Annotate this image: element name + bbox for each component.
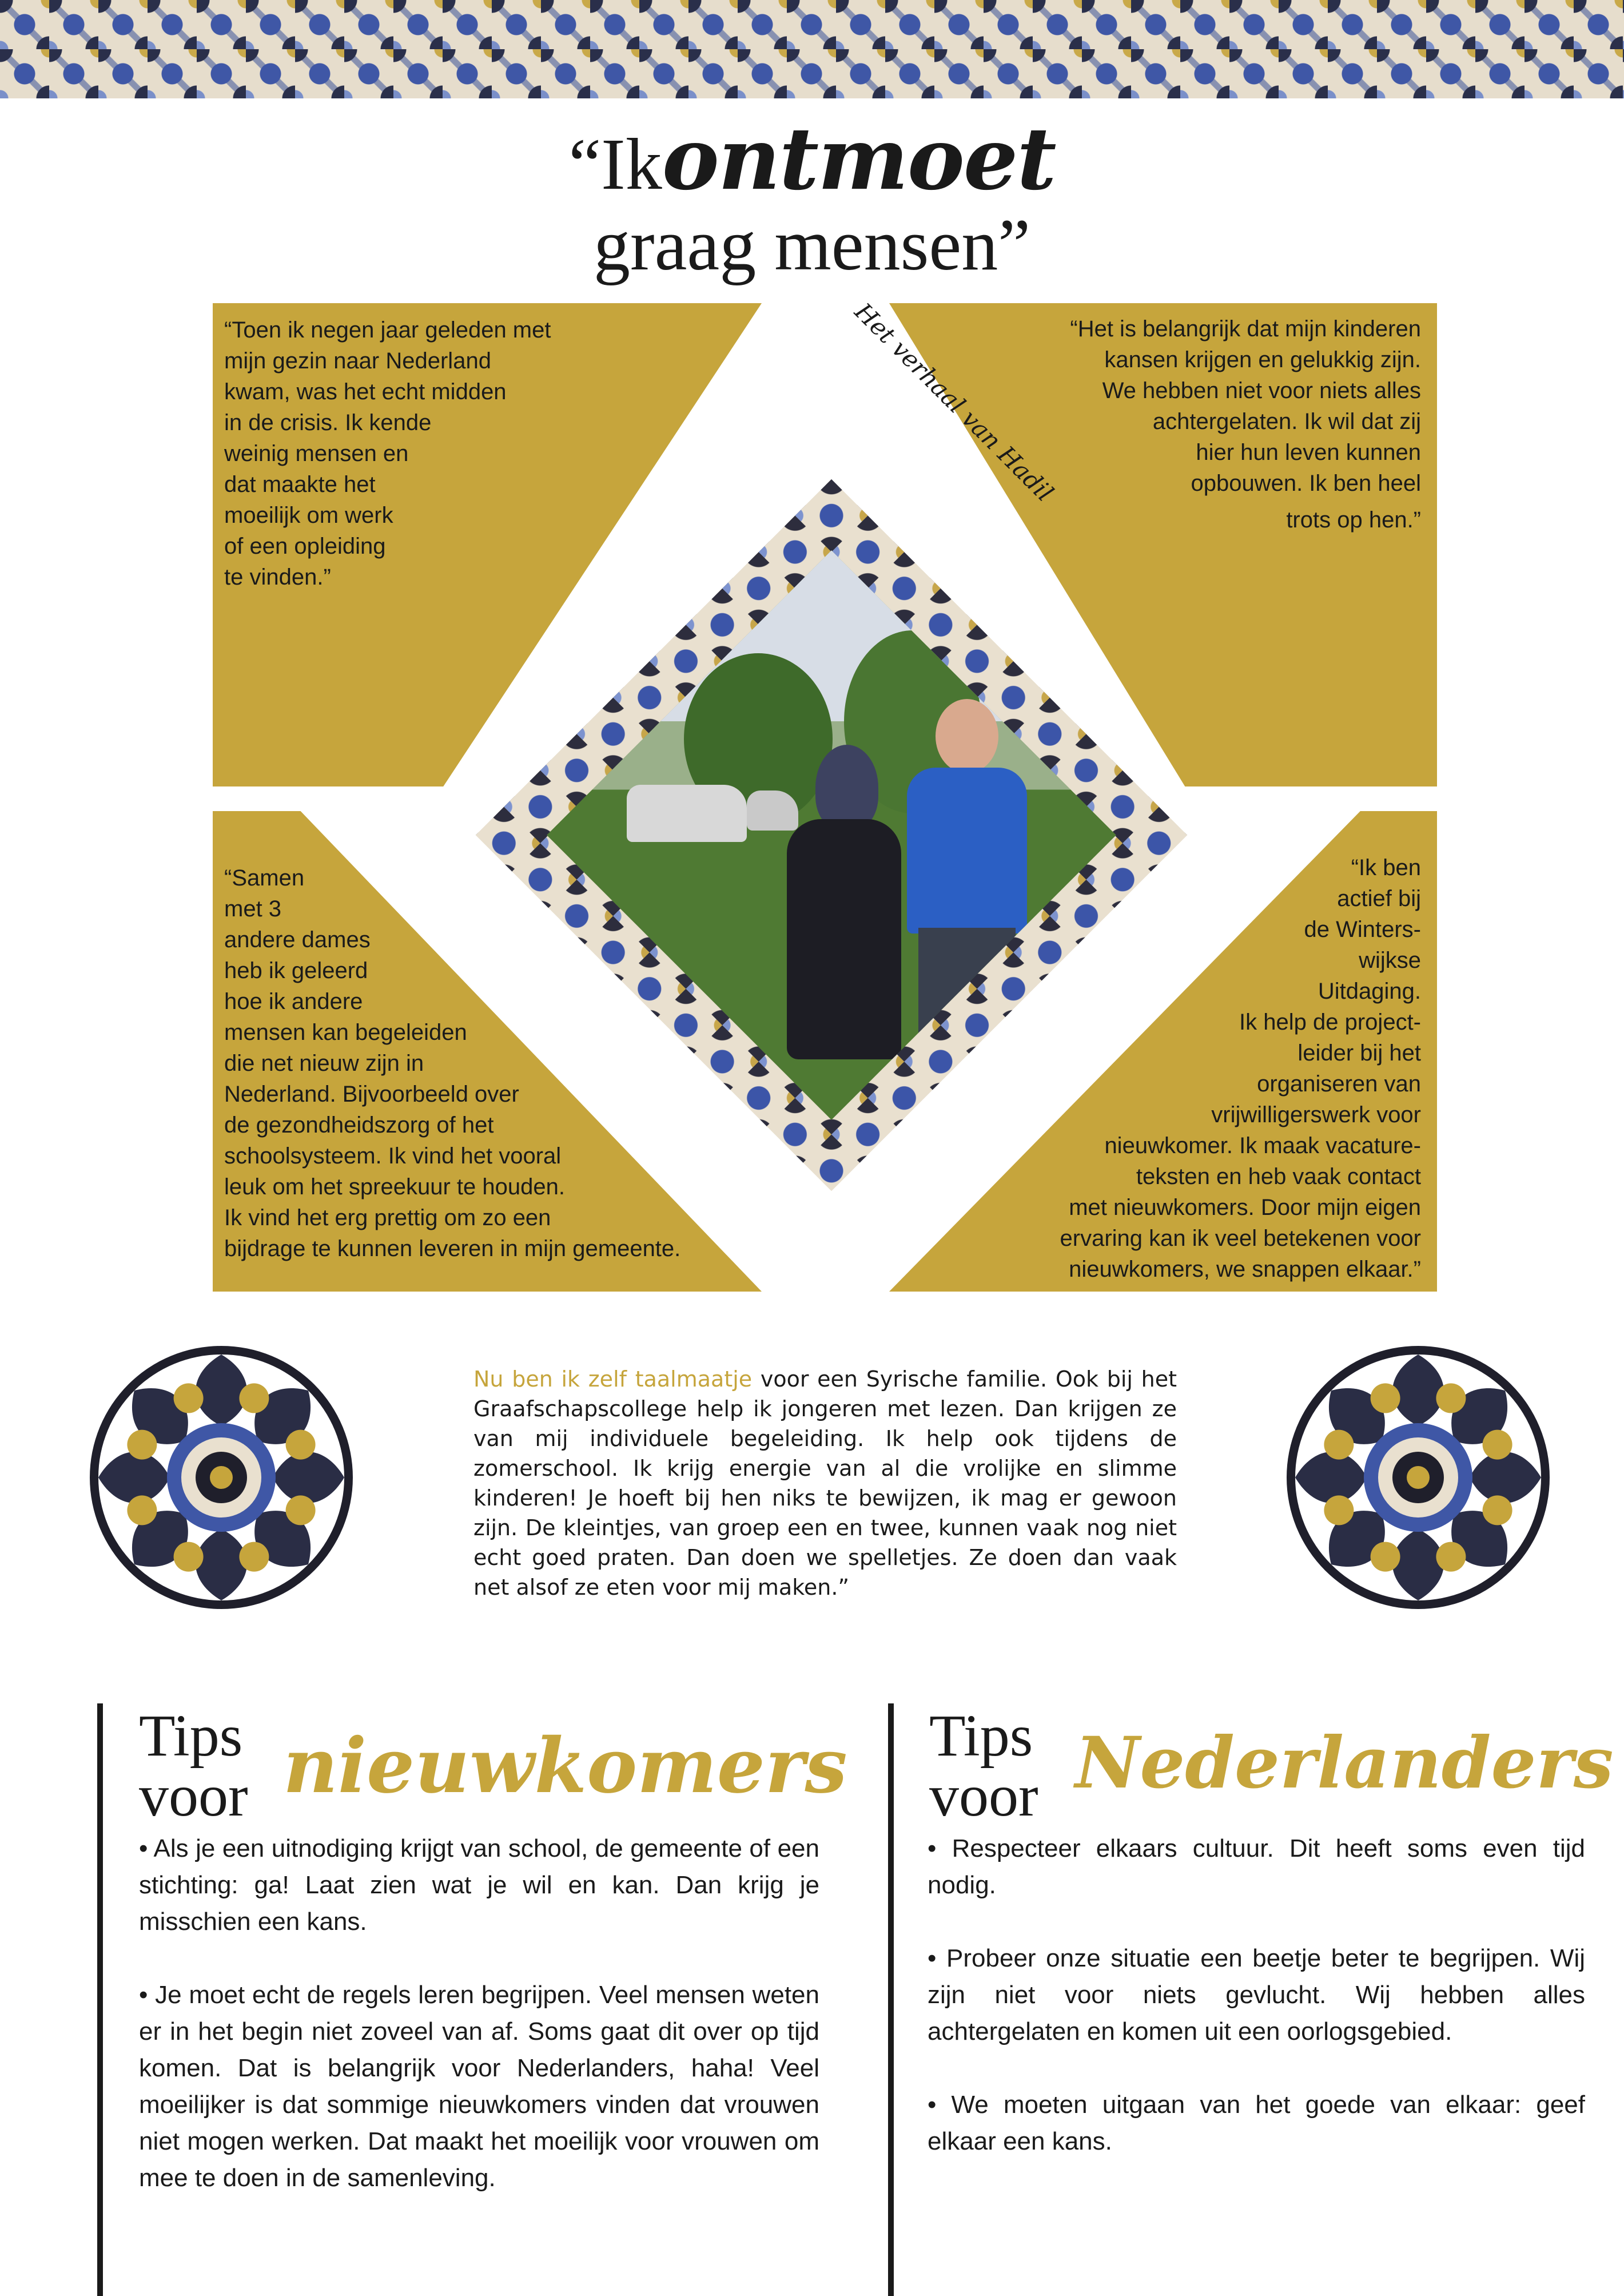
quote-line: actief bij — [1337, 886, 1421, 911]
quote-line: leuk om het spreekuur te houden. — [224, 1174, 565, 1199]
quote-line: in de crisis. Ik kende — [224, 410, 432, 435]
tips-left-word-voor: voor — [139, 1763, 248, 1829]
tip-item: • Als je een uitnodiging krijgt van school, de gemeente of een stichting: ga! Laat zien wat je wil en kan. Dan krijg je misschien een kans. — [139, 1834, 819, 1936]
quote-line: hoe ik andere — [224, 989, 363, 1014]
tips-left-rule — [97, 1703, 103, 2296]
title-word-ik: Ik — [601, 124, 662, 205]
quote-line: trots op hen.” — [1286, 507, 1421, 533]
tips-left-list — [139, 1830, 819, 2233]
page-title-line1 — [0, 109, 1624, 212]
quote-line: “Toen ik negen jaar geleden met — [224, 317, 551, 343]
story-paragraph — [473, 1364, 1177, 1602]
quote-line: met nieuwkomers. Door mijn eigen — [1069, 1195, 1421, 1220]
tips-left-heading-script: nieuwkomers — [283, 1722, 847, 1810]
quote-line: We hebben niet voor niets alles — [1102, 378, 1421, 403]
tips-right-word-voor: voor — [929, 1763, 1038, 1829]
quote-top-left — [224, 315, 579, 593]
tip-item: • Je moet echt de regels leren begrijpen. Veel mensen weten er in het begin niet zoveel van af. Soms gaat dit over op tijd komen. Dat is belangrijk voor Nederlanders, haha! Veel moeilijker is dat sommige nieuwkomers vinden dat vrouwen niet mogen werken. Dat maakt het moeilijk voor vrouwen om mee te doen in de samenleving. — [139, 1981, 819, 2192]
quote-line: andere dames — [224, 927, 371, 952]
mandala-ornament-left-icon — [87, 1326, 356, 1629]
car-shape — [747, 791, 798, 831]
quote-line: heb ik geleerd — [224, 958, 368, 983]
quote-line: moeilijk om werk — [224, 503, 393, 528]
quote-line: “Ik ben — [1351, 855, 1421, 880]
mandala-ornament-right-icon — [1284, 1326, 1553, 1629]
paragraph-body: voor een Syrische familie. Ook bij het Graafschapscollege help ik jongeren met lezen. Dan krijgen ze van mij individuele begeleiding. Ik help ook tijdens de zomerschool. Ik krijg energie van al die vrolijke en slimme kinderen! Je hoeft bij hen niks te bewijzen, ik mag er gewoon zijn. De kleintjes, van groep een en twee, kunnen vaak nog niet echt goed praten. Dan doen we spelletjes. Ze doen dan vaak net alsof ze eten voor mij maken.” — [473, 1367, 1177, 1600]
quote-line: achtergelaten. Ik wil dat zij — [1152, 409, 1421, 434]
quote-line: nieuwkomers, we snappen elkaar.” — [1069, 1257, 1421, 1282]
woman-hijab-shape — [815, 745, 878, 831]
tips-right-list — [928, 1830, 1585, 2196]
quote-line: mensen kan begeleiden — [224, 1020, 467, 1045]
quote-line: nieuwkomer. Ik maak vacature- — [1104, 1133, 1421, 1158]
quote-line: of een opleiding — [224, 534, 386, 559]
quote-line: Ik help de project- — [1239, 1010, 1421, 1035]
quote-line: hier hun leven kunnen — [1196, 440, 1421, 465]
quote-line: met 3 — [224, 896, 282, 921]
quote-line: Uitdaging. — [1317, 979, 1421, 1004]
quote-line: teksten en heb vaak contact — [1136, 1164, 1421, 1189]
tips-left-word-tips: Tips — [139, 1703, 243, 1769]
quote-line: kansen krijgen en gelukkig zijn. — [1104, 347, 1421, 372]
quote-line: schoolsysteem. Ik vind het vooral — [224, 1143, 562, 1169]
quote-line: “Samen — [224, 865, 305, 891]
man-shirt-shape — [907, 768, 1027, 934]
title-word-ontmoet: ontmoet — [662, 109, 1056, 209]
quote-line: vrijwilligerswerk voor — [1211, 1102, 1421, 1127]
tips-right-rule — [888, 1703, 894, 2296]
quote-line: bijdrage te kunnen leveren in mijn gemeente. — [224, 1236, 681, 1261]
tips-right-word-tips: Tips — [929, 1703, 1033, 1769]
quote-line: Ik vind het erg prettig om zo een — [224, 1205, 551, 1230]
car-shape — [627, 785, 747, 842]
tip-item: • Respecteer elkaars cultuur. Dit heeft soms even tijd nodig. — [928, 1834, 1585, 1899]
quote-line: organiseren van — [1257, 1071, 1421, 1097]
quote-line: ervaring kan ik veel betekenen voor — [1060, 1226, 1421, 1251]
quote-line: de Winters- — [1304, 917, 1421, 942]
quote-line: weinig mensen en — [224, 441, 409, 466]
tips-right-heading-script: Nederlanders — [1075, 1722, 1614, 1805]
tile-border-top — [0, 0, 1624, 98]
quote-line: Nederland. Bijvoorbeeld over — [224, 1082, 519, 1107]
quote-line: de gezondheidszorg of het — [224, 1113, 494, 1138]
quote-line: dat maakte het — [224, 472, 376, 497]
quote-line: kwam, was het echt midden — [224, 379, 507, 404]
tip-item: • Probeer onze situatie een beetje beter te begrijpen. Wij zijn niet voor niets gevlucht. Wij hebben alles achtergelaten en komen uit een oorlogsgebied. — [928, 1944, 1585, 2045]
quote-line: te vinden.” — [224, 565, 331, 590]
title-quote-open: “ — [568, 124, 602, 205]
story-caption: Het verhaal van Hadil — [849, 297, 1059, 507]
quote-line: die net nieuw zijn in — [224, 1051, 424, 1076]
quote-line: wijkse — [1359, 948, 1421, 973]
quote-line: opbouwen. Ik ben heel — [1191, 471, 1421, 496]
quote-line: mijn gezin naar Nederland — [224, 348, 491, 374]
quote-line: leider bij het — [1297, 1040, 1421, 1066]
paragraph-highlight: Nu ben ik zelf taalmaatje — [473, 1367, 753, 1392]
tip-item: • We moeten uitgaan van het goede van elkaar: geef elkaar een kans. — [928, 2091, 1585, 2155]
quote-top-right — [1006, 313, 1421, 535]
quote-line: “Het is belangrijk dat mijn kinderen — [1070, 316, 1421, 341]
woman-body-shape — [787, 819, 901, 1059]
man-head-shape — [936, 699, 998, 773]
page-title-line2: graag mensen” — [593, 204, 1031, 285]
